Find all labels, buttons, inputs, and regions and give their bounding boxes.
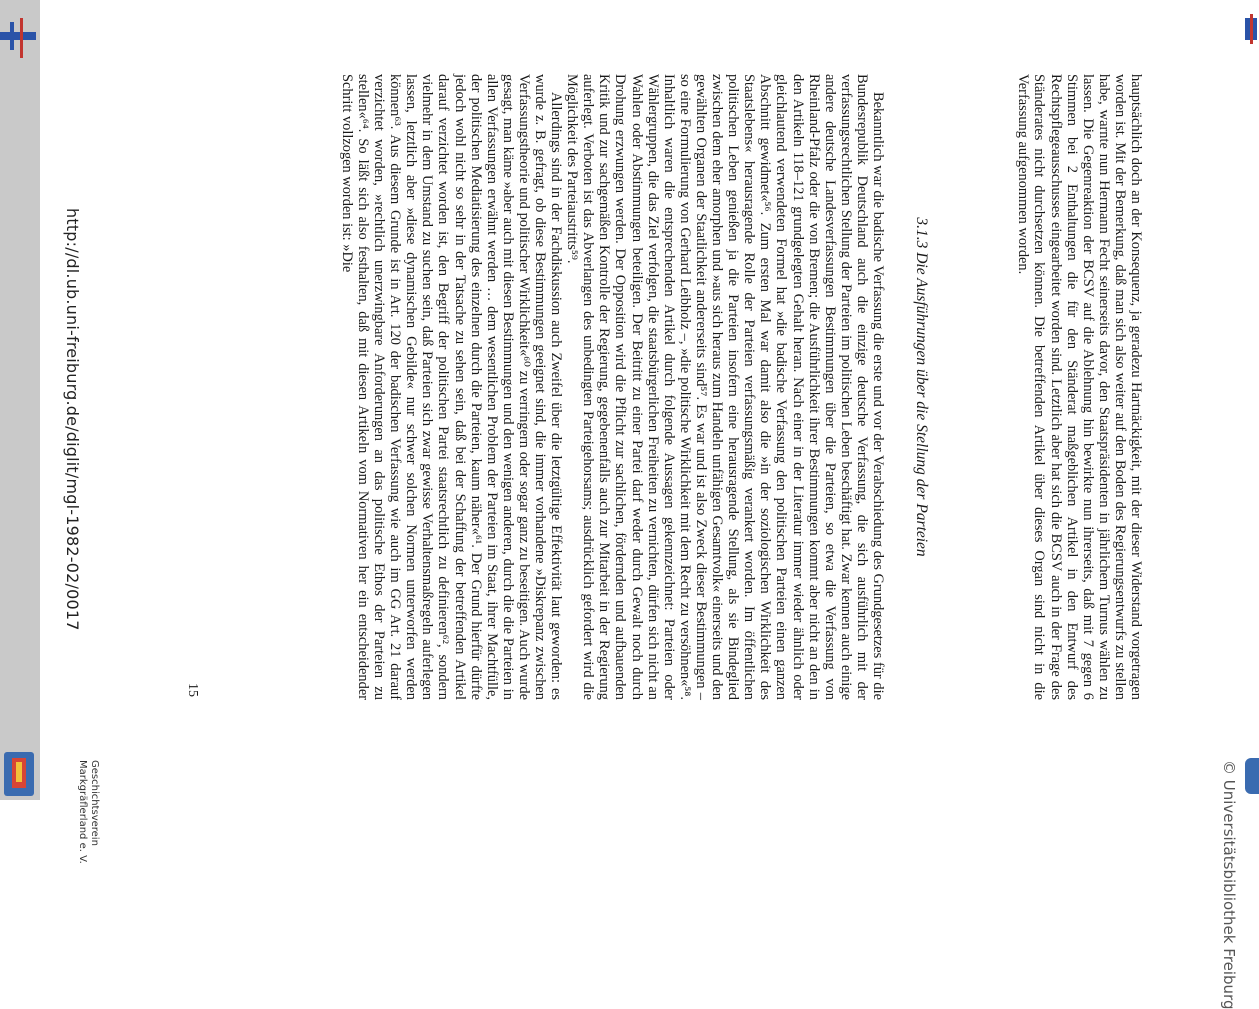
text-block-main — [339, 74, 886, 700]
permalink-url[interactable]: http://dl.ub.uni-freiburg.de/diglit/mgl-1982-02/0017 — [63, 208, 82, 631]
right-sidebar-strip — [1241, 0, 1259, 800]
publisher-label — [76, 760, 100, 864]
page-number: 15 — [185, 683, 200, 697]
paragraph-2: Bekanntlich war die badische Verfassung die erste und vor der Verabschiedung des Grundgesetzes für die Bundesrepublik Deutschland auch die einzige deutsche Verfassung, die sich ausführlich mit der verfassungsrechtlichen Stellung der Parteien im politischen Leben beschäftigt hat. Zwar kennen auch einige andere deutsche Landesverfassungen Bestimmungen über die Parteien, so etwa die Verfassung von Rheinland-Pfalz oder die von Bremen; die Ausführlichkeit ihrer Bestimmungen kommt aber nicht an den in den Artikeln 118–121 grundgelegten Gehalt heran. Nach einer in der Literatur immer wieder ähnlich oder gleichlautend verwendeten Formel hat »die badische Verfassung den politischen Parteien einen ganzen Abschnitt gewidmet«⁵⁶. Zum ersten Mal war damit also die »in der soziologischen Wirklichkeit des Staatslebens« herausragende Rolle der Parteien verfassungsmäßig verankert worden. Im öffentlichen politischen Leben genießen ja die Parteien insofern eine herausragende Stellung, als sie Bindeglied zwischen dem eher amorphen und »aus sich heraus zum Handeln unfähigen Gesamtvolk« einerseits und den gewählten Organen der Staatlichkeit andererseits sind⁵⁷. Es war und ist also Zweck dieser Bestimmungen – so eine Formulierung von Gerhard Leibholz –, »die politische Wirklichkeit mit dem Recht zu versöhnen«⁵⁸. Inhaltlich waren die entsprechenden Artikel durch folgende Aussagen gekennzeichnet: Parteien oder Wählergruppen, die das Ziel verfolgen, die staatsbürgerlichen Freiheiten zu vernichten, dürfen sich nicht an Wahlen oder Abstimmungen beteiligen. Der Beitritt zu einer Partei darf weder durch Gewalt noch durch Drohung erzwungen werden. Der Opposition wird die Pflicht zur sachlichen, fördernden und aufbauenden Kritik und zur sachgemäßen Kontrolle der Regierung, gegebenenfalls auch zur Mitarbeit in der Regierung auferlegt. Verboten ist das Abverlangen des unbedingten Parteigehorsams; ausdrücklich gefordert wird die Möglichkeit des Parteiaustritts⁵⁹. — [564, 74, 886, 700]
publisher-line-1: Geschichtsverein — [89, 760, 100, 846]
viewer-logo-fragment-right-icon — [1245, 18, 1257, 40]
paragraph-1: hauptsächlich doch an der Konsequenz, ja geradezu Hartnäckigkeit, mit der dieser Widerstand vorgetragen worden ist. Mit der Bemerkung, daß man sich also weiter auf den Boden des Regierungsentwurfs zu stellen habe, warnte nun Hermann Fecht seinerseits davor, den Staatspräsidenten in jährlichem Turnus wählen zu lassen. Die Gegenreaktion der BCSV auf die Ablehnung hin bewirkte nun ihrerseits, daß mit 7 gegen 6 Stimmen bei 2 Enthaltungen die für den Ständerat maßgeblichen Artikel in den Entwurf des Rechtspflegeausschusses eingearbeitet worden sind. Letztlich aber hat sich die BCSV auch in der Frage des Ständerates nicht durchsetzen können. Die betreffenden Artikel über dieses Organ sind nicht in die Verfassung aufgenommen worden. — [1015, 74, 1144, 700]
rotated-scanned-page — [40, 0, 1238, 1009]
coat-of-arms-fragment-right-icon — [1245, 758, 1259, 794]
section-heading: 3.1.3 Die Ausführungen über die Stellung der Parteien — [913, 217, 930, 557]
paragraph-3: Allerdings sind in der Fachdiskussion auch Zweifel über die letztgültige Effektivität laut geworden: es wurde z. B. gefragt, ob diese Bestimmungen geeignet sind, die immer vorhandene »Diskrepanz zwischen Verfassungstheorie und politischer Wirklichkeit«⁶⁰ zu verringern oder sogar ganz zu beseitigen. Auch wurde gesagt, man käme »aber auch mit diesen Bestimmungen und den wenigen anderen, durch die die Parteien in allen Verfassungen erwähnt werden … dem wesentlichen Problem der Parteien im Staat, ihrer Machtfülle, der politischen Mediatisierung des einzelnen durch die Parteien, kaum näher«⁶¹. Der Grund hierfür dürfte jedoch wohl nicht so sehr in der Tatsache zu sehen sein, daß bei der Schaffung der betreffenden Artikel darauf verzichtet worden ist, den Begriff der politischen Partei staatsrechtlich zu definieren⁶², sondern vielmehr in dem Umstand zu suchen sein, daß Parteien sich zwar gewisse Verhaltensmaßregeln auferlegen lassen, letztlich aber »diese dynamischen Gebilde« nur schwer solchen Normen unterworfen werden können⁶³. Aus diesem Grunde ist in Art. 120 der badischen Verfassung wie auch im GG Art. 21 darauf verzichtet worden, »rechtlich unerzwingbare Anforderungen an das politische Ethos der Parteien zu stellen«⁶⁴. So läßt sich also festhalten, daß mit diesen Artikeln vom Normativen her ein entscheidender Schritt vollzogen worden ist: »Die — [338, 74, 565, 700]
text-block-top — [1015, 74, 1144, 700]
publisher-line-2: Markgräflerland e. V. — [77, 760, 88, 864]
page-header-copyright: © Universitätsbibliothek Freiburg — [1220, 760, 1238, 1009]
